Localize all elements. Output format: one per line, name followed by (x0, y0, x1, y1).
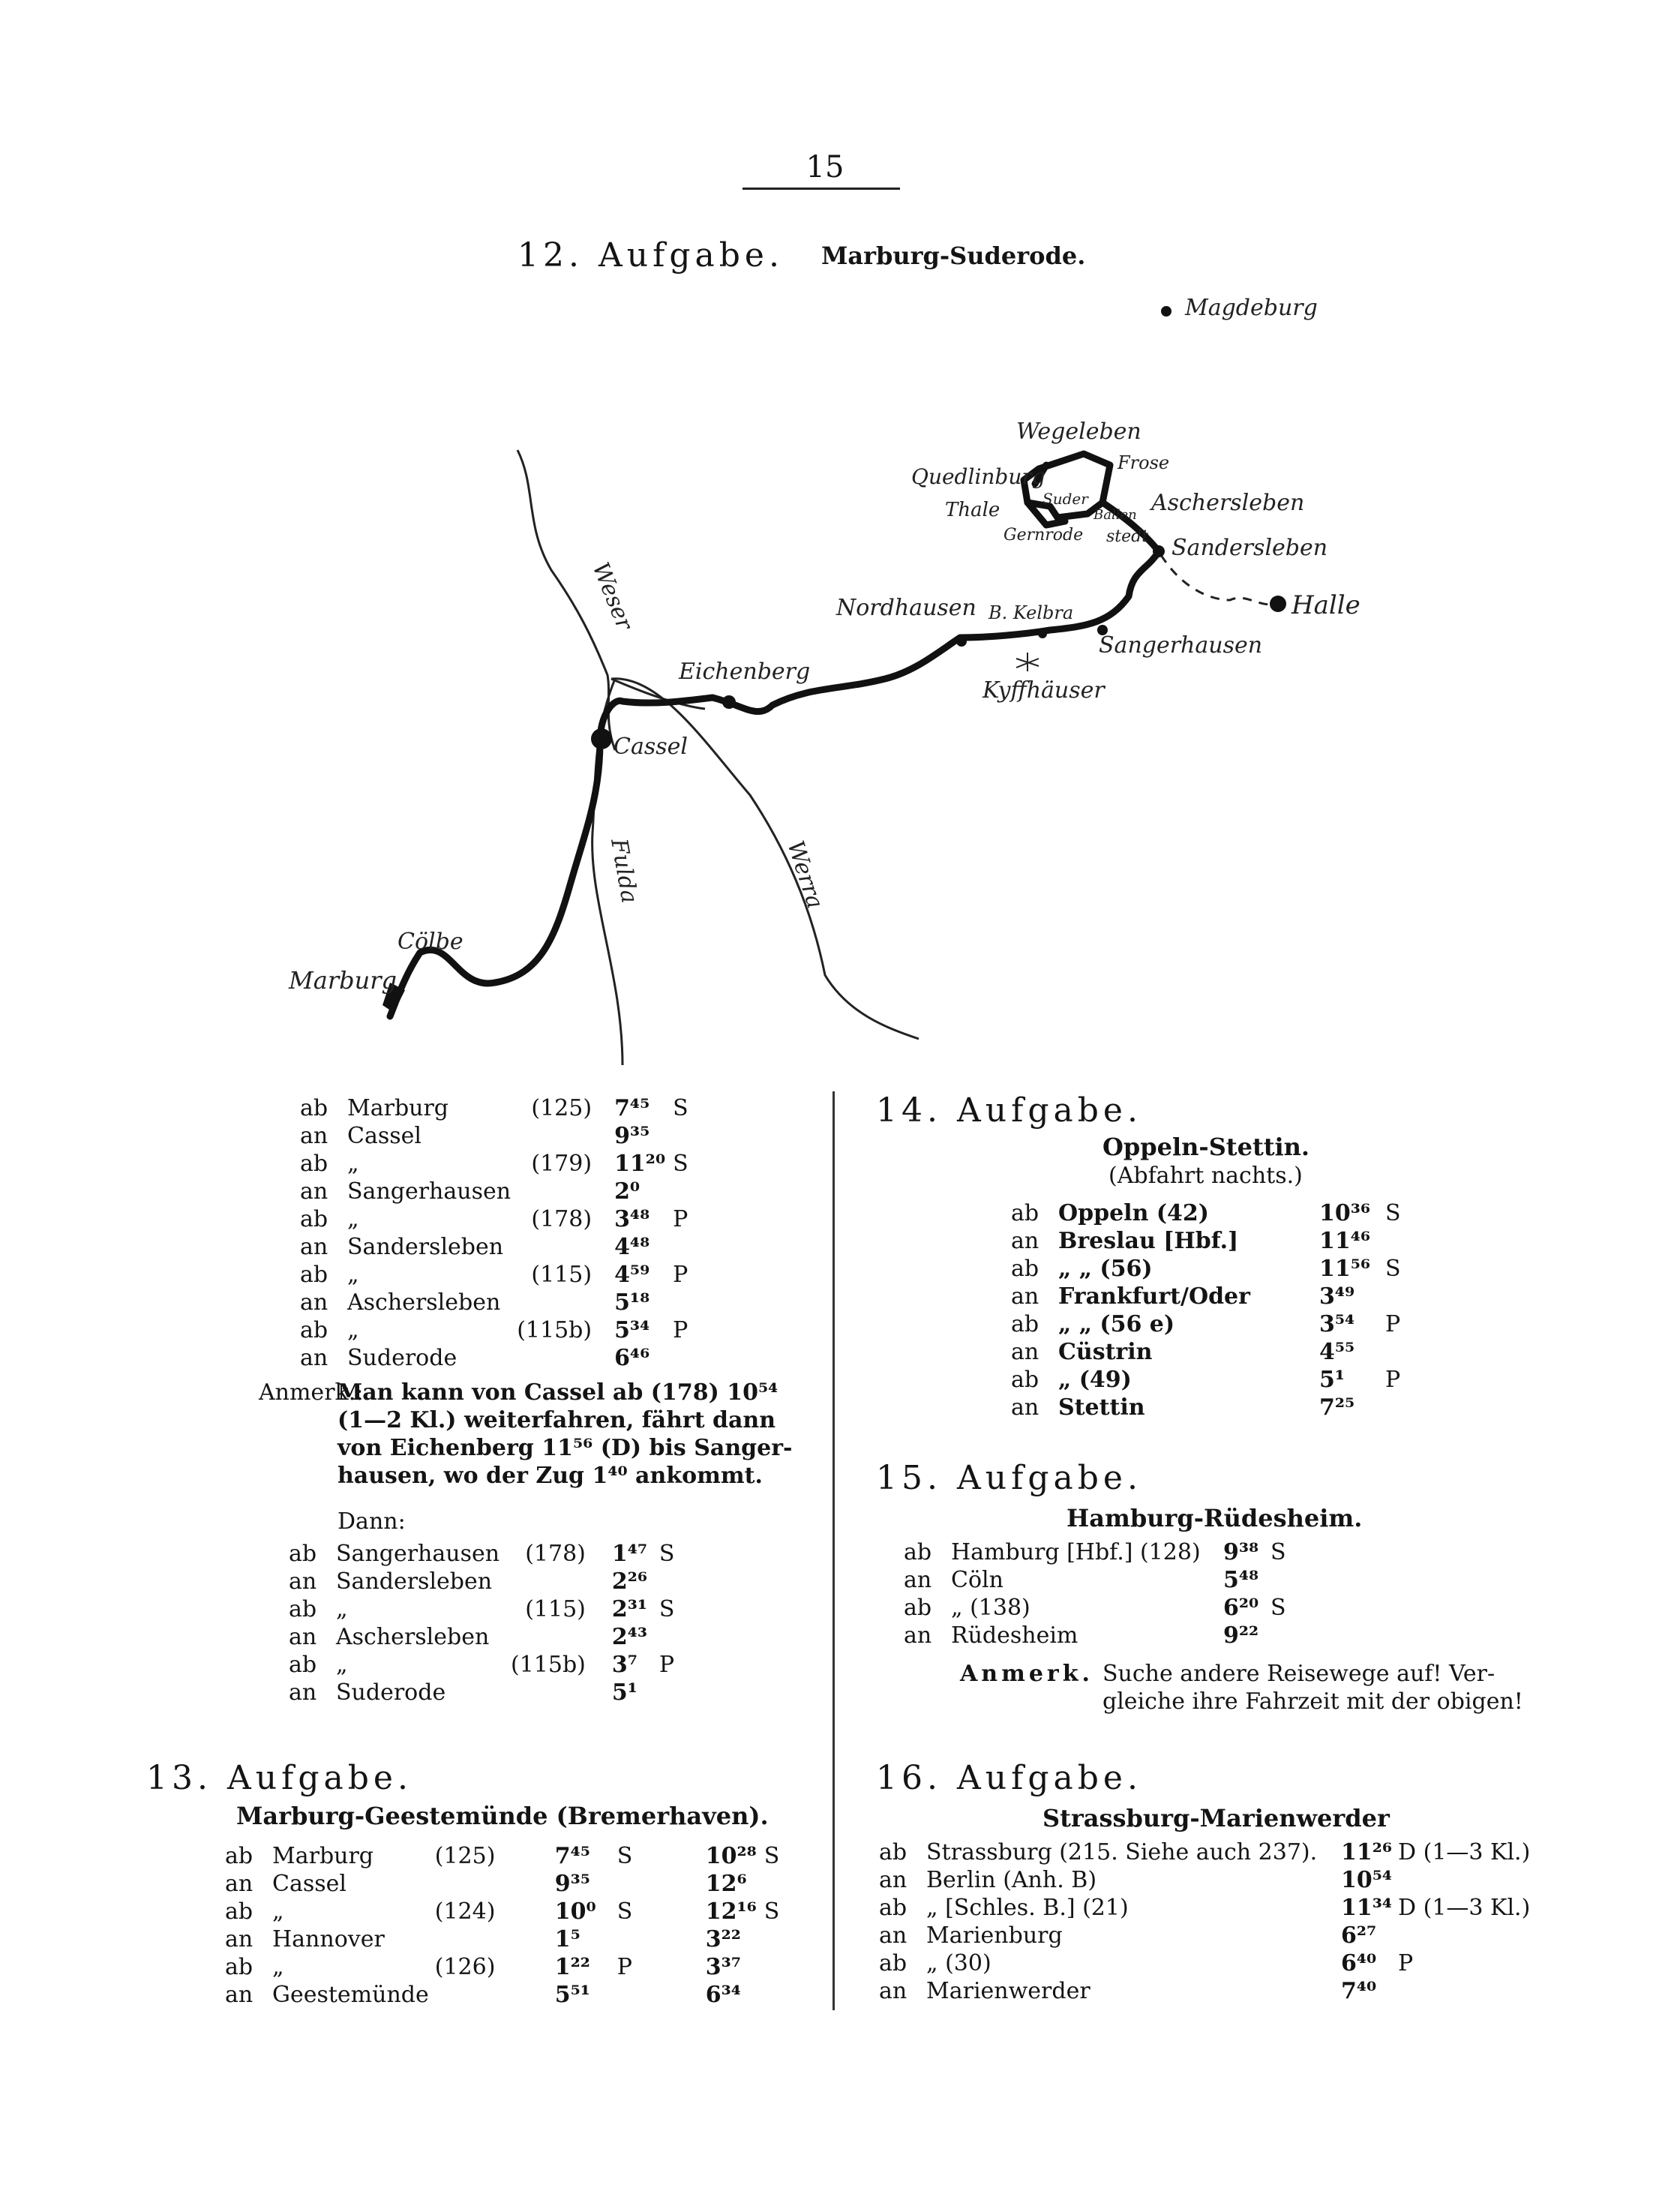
train-class: P (1385, 1367, 1401, 1393)
timetable-row (879, 1838, 1536, 1865)
time-2: 3²² (705, 1926, 741, 1952)
station: Sandersleben (336, 1568, 493, 1595)
time-2: 12⁶ (705, 1871, 747, 1897)
train-class-1: S (616, 1843, 633, 1869)
train-class: S (658, 1596, 675, 1622)
station: Geestemünde (272, 1982, 429, 2008)
train-ref (435, 1980, 555, 2008)
werra-river (611, 679, 919, 1039)
time-2: 6³⁴ (705, 1982, 741, 2008)
station: „ (272, 1954, 284, 1980)
train-ref (517, 1177, 614, 1205)
label-sandersleben: Sandersleben (1172, 535, 1328, 561)
train-class (673, 1343, 694, 1371)
task-15-note-label: Anmerk. (960, 1661, 1094, 1687)
task-12-timetable (300, 1094, 694, 1371)
train-class (673, 1121, 694, 1149)
train-class-1 (617, 1869, 706, 1897)
station: Oppeln (42) (1058, 1200, 1209, 1226)
task-14-subtitle: (Abfahrt nachts.) (1108, 1163, 1303, 1189)
task-13-route: Marburg-Geestemünde (Bremerhaven). (236, 1802, 769, 1830)
time: 5⁴⁸ (1223, 1567, 1259, 1593)
timetable-row (225, 1980, 785, 2008)
station: Rüdesheim (951, 1622, 1078, 1649)
task-13-heading: 13. Aufgabe. (146, 1759, 412, 1797)
train-ref: (178) (531, 1206, 592, 1232)
train-class-2 (764, 1925, 786, 1952)
time-2: 12¹⁶ (705, 1898, 757, 1925)
time: 5¹⁸ (614, 1289, 650, 1316)
time: 11³⁴ (1341, 1895, 1393, 1921)
task-12-heading: 12. Aufgabe. (518, 236, 784, 275)
train-class: P (673, 1206, 688, 1232)
timetable-row (300, 1232, 694, 1260)
station: Frankfurt/Oder (1058, 1283, 1250, 1310)
station: Hannover (272, 1926, 385, 1952)
timetable-row (289, 1595, 680, 1622)
direction: an (1011, 1394, 1040, 1421)
direction: ab (300, 1151, 328, 1177)
time: 11²⁶ (1341, 1839, 1393, 1865)
label-frose: Frose (1118, 452, 1170, 473)
timetable-row (225, 1925, 785, 1952)
station: Cassel (272, 1871, 346, 1897)
label-wegeleben: Wegeleben (1016, 419, 1142, 445)
train-class (1270, 1621, 1292, 1649)
timetable-row (225, 1952, 785, 1980)
timetable-row (225, 1897, 785, 1925)
direction: ab (300, 1317, 328, 1343)
timetable-row (1011, 1199, 1407, 1226)
train-class-1 (617, 1980, 706, 2008)
time: 10³⁶ (1319, 1200, 1371, 1226)
train-class-2 (764, 1980, 786, 2008)
task-14-timetable (1011, 1199, 1407, 1421)
label-thale: Thale (945, 499, 1000, 521)
direction: ab (289, 1596, 317, 1622)
eichenberg-dot (722, 695, 736, 709)
timetable-row (289, 1678, 680, 1706)
label-kelbra: B. Kelbra (988, 602, 1074, 623)
label-gernrode: Gernrode (1004, 526, 1084, 545)
time: 4⁴⁸ (614, 1234, 650, 1260)
label-sangerhausen: Sangerhausen (1099, 632, 1263, 659)
direction: ab (289, 1541, 317, 1567)
label-aschersleben: Aschersleben (1151, 490, 1305, 516)
train-class (1270, 1565, 1292, 1593)
train-class (673, 1177, 694, 1205)
timetable-row (300, 1205, 694, 1232)
station: Suderode (347, 1345, 458, 1371)
station: Cöln (951, 1567, 1004, 1593)
direction: an (289, 1568, 317, 1595)
timetable-row (879, 1893, 1536, 1921)
direction: ab (904, 1595, 932, 1621)
label-fulda: Fulda (605, 836, 643, 905)
direction: an (879, 1922, 908, 1949)
time: 2⁴³ (611, 1624, 648, 1650)
train-class: S (1270, 1539, 1286, 1565)
timetable-row (1011, 1337, 1407, 1365)
page-number: 15 (806, 150, 844, 185)
time: 6⁴⁰ (1341, 1950, 1377, 1976)
direction: an (300, 1178, 328, 1205)
task-12-route: Marburg-Suderode. (821, 242, 1086, 270)
timetable-row (1011, 1254, 1407, 1282)
train-ref: (124) (434, 1898, 496, 1925)
direction: ab (289, 1652, 317, 1678)
task-15-note-line: Suche andere Reisewege auf! Ver- (1102, 1661, 1496, 1687)
station: „ „ (56) (1058, 1256, 1153, 1282)
time: 7⁴⁵ (614, 1095, 650, 1121)
timetable-row (1011, 1310, 1407, 1337)
train-class-1: S (616, 1898, 633, 1925)
train-ref: (178) (525, 1541, 586, 1567)
time: 9³⁵ (614, 1123, 650, 1149)
station: Cüstrin (1058, 1339, 1153, 1365)
label-suder: Suder (1042, 490, 1088, 508)
sandersleben-dot (1153, 545, 1165, 557)
station: Aschersleben (336, 1624, 490, 1650)
timetable-row (300, 1149, 694, 1177)
task-15-route: Hamburg-Rüdesheim. (1066, 1504, 1363, 1532)
timetable-row (289, 1567, 680, 1595)
train-class: P (1385, 1311, 1401, 1337)
train-class-2: S (764, 1843, 780, 1869)
station: „ (30) (926, 1950, 992, 1976)
train-class: S (1385, 1200, 1401, 1226)
task-14-heading: 14. Aufgabe. (876, 1091, 1142, 1130)
direction: an (289, 1679, 317, 1706)
time-1: 1²² (554, 1954, 590, 1980)
direction: an (879, 1867, 908, 1893)
train-ref (517, 1121, 614, 1149)
station: Suderode (336, 1679, 446, 1706)
direction: ab (300, 1262, 328, 1288)
time: 5¹ (611, 1679, 638, 1706)
task-15-timetable (904, 1538, 1292, 1649)
train-class (659, 1622, 681, 1650)
cassel-dot (591, 728, 612, 749)
task-16-route: Strassburg-Marienwerder (1042, 1804, 1390, 1832)
station: „ [Schles. B.] (21) (926, 1895, 1129, 1921)
label-werra: Werra (782, 837, 829, 912)
train-class (673, 1288, 694, 1316)
task-12-timetable-alt (289, 1539, 680, 1706)
station: „ (347, 1262, 359, 1288)
magdeburg-dot (1161, 306, 1172, 317)
timetable-row (1011, 1226, 1407, 1254)
time: 5³⁴ (614, 1317, 650, 1343)
timetable-row (300, 1121, 694, 1149)
time: 3⁵⁴ (1319, 1311, 1355, 1337)
task-12-note-line: Man kann von Cassel ab (178) 10⁵⁴ (338, 1379, 778, 1406)
label-ballen: Ballen (1094, 507, 1137, 523)
direction: ab (879, 1950, 908, 1976)
label-nordhausen: Nordhausen (836, 595, 976, 621)
train-ref (435, 1869, 555, 1897)
direction: an (1011, 1283, 1040, 1310)
timetable-row (904, 1565, 1292, 1593)
time: 3⁴⁹ (1319, 1283, 1355, 1310)
time: 7²⁵ (1319, 1394, 1355, 1421)
time: 11⁴⁶ (1319, 1228, 1371, 1254)
station: „ (49) (1058, 1367, 1132, 1393)
train-ref (517, 1343, 614, 1371)
train-class: S (658, 1541, 675, 1567)
station: Stettin (1058, 1394, 1145, 1421)
time-1: 7⁴⁵ (554, 1843, 590, 1869)
train-ref (435, 1925, 555, 1952)
timetable-row (300, 1094, 694, 1121)
timetable-row (879, 1865, 1536, 1893)
direction: an (904, 1567, 932, 1593)
direction: an (1011, 1228, 1040, 1254)
direction: ab (1011, 1256, 1040, 1282)
train-class: S (1385, 1256, 1401, 1282)
time: 5¹ (1319, 1367, 1346, 1393)
time: 2⁰ (614, 1178, 640, 1205)
timetable-row (225, 1869, 785, 1897)
timetable-row (300, 1260, 694, 1288)
task-12-note-label: Anmerk.: (259, 1379, 364, 1406)
train-class-2 (764, 1869, 786, 1897)
direction: an (300, 1289, 328, 1316)
label-kyffhaeuser: Kyffhäuser (982, 677, 1105, 704)
timetable-row (300, 1316, 694, 1343)
train-ref: (115b) (511, 1652, 586, 1678)
time: 6⁴⁶ (614, 1345, 650, 1371)
time-2: 3³⁷ (705, 1954, 741, 1980)
time: 6²⁰ (1223, 1595, 1259, 1621)
time: 7⁴⁰ (1341, 1978, 1377, 2004)
direction: ab (300, 1206, 328, 1232)
label-cassel: Cassel (614, 734, 688, 760)
train-class-2 (764, 1952, 786, 1980)
station: „ (347, 1317, 359, 1343)
station: Hamburg [Hbf.] (128) (951, 1539, 1201, 1565)
column-divider (832, 1091, 835, 2010)
station: „ (336, 1596, 348, 1622)
direction: an (300, 1123, 328, 1149)
train-class (1398, 1976, 1536, 2004)
station: Sangerhausen (336, 1541, 500, 1567)
task-16-timetable (879, 1838, 1536, 2004)
timetable-row (289, 1650, 680, 1678)
direction: an (300, 1345, 328, 1371)
timetable-row (904, 1538, 1292, 1565)
train-class: P (658, 1652, 675, 1678)
train-class (1385, 1337, 1407, 1365)
timetable-row (300, 1288, 694, 1316)
timetable-row (225, 1841, 785, 1869)
station: Marienburg (926, 1922, 1063, 1949)
train-ref: (125) (531, 1095, 592, 1121)
direction: ab (225, 1843, 254, 1869)
time-2: 10²⁸ (705, 1843, 757, 1869)
nordhausen-dot (956, 636, 967, 647)
station: Sandersleben (347, 1234, 504, 1260)
station: „ (138) (951, 1595, 1030, 1621)
time: 9³⁸ (1223, 1539, 1259, 1565)
train-ref: (126) (434, 1954, 496, 1980)
time-1: 9³⁵ (554, 1871, 590, 1897)
direction: an (225, 1926, 254, 1952)
time: 1⁴⁷ (611, 1541, 648, 1567)
timetable-row (879, 1921, 1536, 1949)
train-class-2: S (764, 1898, 780, 1925)
time: 9²² (1223, 1622, 1259, 1649)
direction: ab (1011, 1367, 1040, 1393)
direction: an (904, 1622, 932, 1649)
task-12-note-line: (1—2 Kl.) weiterfahren, fährt dann (338, 1407, 776, 1433)
time: 2²⁶ (611, 1568, 648, 1595)
train-ref: (115) (525, 1596, 586, 1622)
time: 10⁵⁴ (1341, 1867, 1393, 1893)
label-quedlinburg: Quedlinburg (911, 464, 1046, 489)
timetable-row (904, 1593, 1292, 1621)
train-ref: (179) (531, 1151, 592, 1177)
station: Cassel (347, 1123, 422, 1149)
direction: an (225, 1871, 254, 1897)
station: „ (347, 1206, 359, 1232)
direction: an (879, 1978, 908, 2004)
label-coelbe: Cölbe (398, 929, 464, 955)
label-stedt: stedt (1106, 527, 1149, 546)
task-15-note-line: gleiche ihre Fahrzeit mit der obigen! (1102, 1688, 1523, 1715)
train-class (1398, 1865, 1536, 1893)
direction: an (225, 1982, 254, 2008)
task-14-route: Oppeln-Stettin. (1102, 1133, 1310, 1161)
direction: ab (225, 1898, 254, 1925)
timetable-row (289, 1539, 680, 1567)
train-class: S (1270, 1595, 1286, 1621)
time: 6²⁷ (1341, 1922, 1377, 1949)
train-class: S (673, 1095, 688, 1121)
train-class (1398, 1921, 1536, 1949)
station: Strassburg (215. Siehe auch 237). (926, 1839, 1318, 1865)
direction: ab (879, 1895, 908, 1921)
direction: ab (225, 1954, 254, 1980)
label-eichenberg: Eichenberg (679, 659, 811, 685)
task-12-note-line: von Eichenberg 11⁵⁶ (D) bis Sanger- (338, 1435, 793, 1461)
train-ref (517, 1288, 614, 1316)
train-class (1385, 1226, 1407, 1254)
station: Marienwerder (926, 1978, 1090, 2004)
train-ref: (115b) (517, 1317, 592, 1343)
task-13-timetable (225, 1841, 785, 2008)
train-ref (511, 1678, 612, 1706)
train-class (659, 1678, 681, 1706)
time-1: 5⁵¹ (554, 1982, 590, 2008)
task-12-dann: Dann: (338, 1508, 406, 1535)
time: 11⁵⁶ (1319, 1256, 1371, 1282)
train-class: S (673, 1151, 688, 1177)
time-1: 10⁰ (554, 1898, 596, 1925)
train-class (1385, 1282, 1407, 1310)
train-class-1: P (616, 1954, 632, 1980)
kelbra-dot (1038, 629, 1047, 638)
label-weser: Weser (586, 558, 638, 634)
station: Aschersleben (347, 1289, 501, 1316)
train-class: P (673, 1262, 688, 1288)
timetable-row (1011, 1282, 1407, 1310)
station: „ (336, 1652, 348, 1678)
direction: ab (1011, 1311, 1040, 1337)
timetable-row (1011, 1365, 1407, 1393)
train-class-1 (617, 1925, 706, 1952)
train-class (1385, 1393, 1407, 1421)
time: 3⁴⁸ (614, 1206, 650, 1232)
direction: ab (300, 1095, 328, 1121)
label-magdeburg: Magdeburg (1185, 295, 1318, 321)
station: „ „ (56 e) (1058, 1311, 1175, 1337)
station: Sangerhausen (347, 1178, 512, 1205)
task-12-note-line: hausen, wo der Zug 1⁴⁰ ankommt. (338, 1463, 763, 1489)
direction: ab (1011, 1200, 1040, 1226)
train-class: D (1—3 Kl.) (1398, 1839, 1531, 1865)
task-15-heading: 15. Aufgabe. (876, 1459, 1142, 1497)
station: Breslau [Hbf.] (1058, 1228, 1239, 1254)
direction: an (300, 1234, 328, 1260)
station: Berlin (Anh. B) (926, 1867, 1097, 1893)
train-ref (511, 1622, 612, 1650)
timetable-row (300, 1177, 694, 1205)
timetable-row (879, 1976, 1536, 2004)
train-ref (511, 1567, 612, 1595)
kyffhaeuser-symbol (1016, 653, 1039, 671)
train-ref: (115) (531, 1262, 592, 1288)
task-16-heading: 16. Aufgabe. (876, 1759, 1142, 1797)
label-halle: Halle (1292, 590, 1360, 620)
time: 2³¹ (611, 1596, 648, 1622)
direction: an (289, 1624, 317, 1650)
direction: an (1011, 1339, 1040, 1365)
timetable-row (300, 1343, 694, 1371)
station: „ (347, 1151, 359, 1177)
train-class (659, 1567, 681, 1595)
direction: ab (879, 1839, 908, 1865)
halle-dot (1270, 596, 1286, 612)
timetable-row (879, 1949, 1536, 1976)
time-1: 1⁵ (554, 1926, 580, 1952)
time: 3⁷ (611, 1652, 638, 1678)
train-ref (517, 1232, 614, 1260)
station: Marburg (347, 1095, 449, 1121)
train-class (673, 1232, 694, 1260)
direction: ab (904, 1539, 932, 1565)
timetable-row (904, 1621, 1292, 1649)
time: 4⁵⁹ (614, 1262, 650, 1288)
time: 11²⁰ (614, 1151, 666, 1177)
station: „ (272, 1898, 284, 1925)
station: Marburg (272, 1843, 374, 1869)
label-marburg: Marburg (289, 966, 398, 995)
timetable-row (1011, 1393, 1407, 1421)
train-class: P (1398, 1950, 1414, 1976)
train-class: D (1—3 Kl.) (1398, 1895, 1531, 1921)
train-class: P (673, 1317, 688, 1343)
time: 4⁵⁵ (1319, 1339, 1355, 1365)
train-ref: (125) (434, 1843, 496, 1869)
timetable-row (289, 1622, 680, 1650)
